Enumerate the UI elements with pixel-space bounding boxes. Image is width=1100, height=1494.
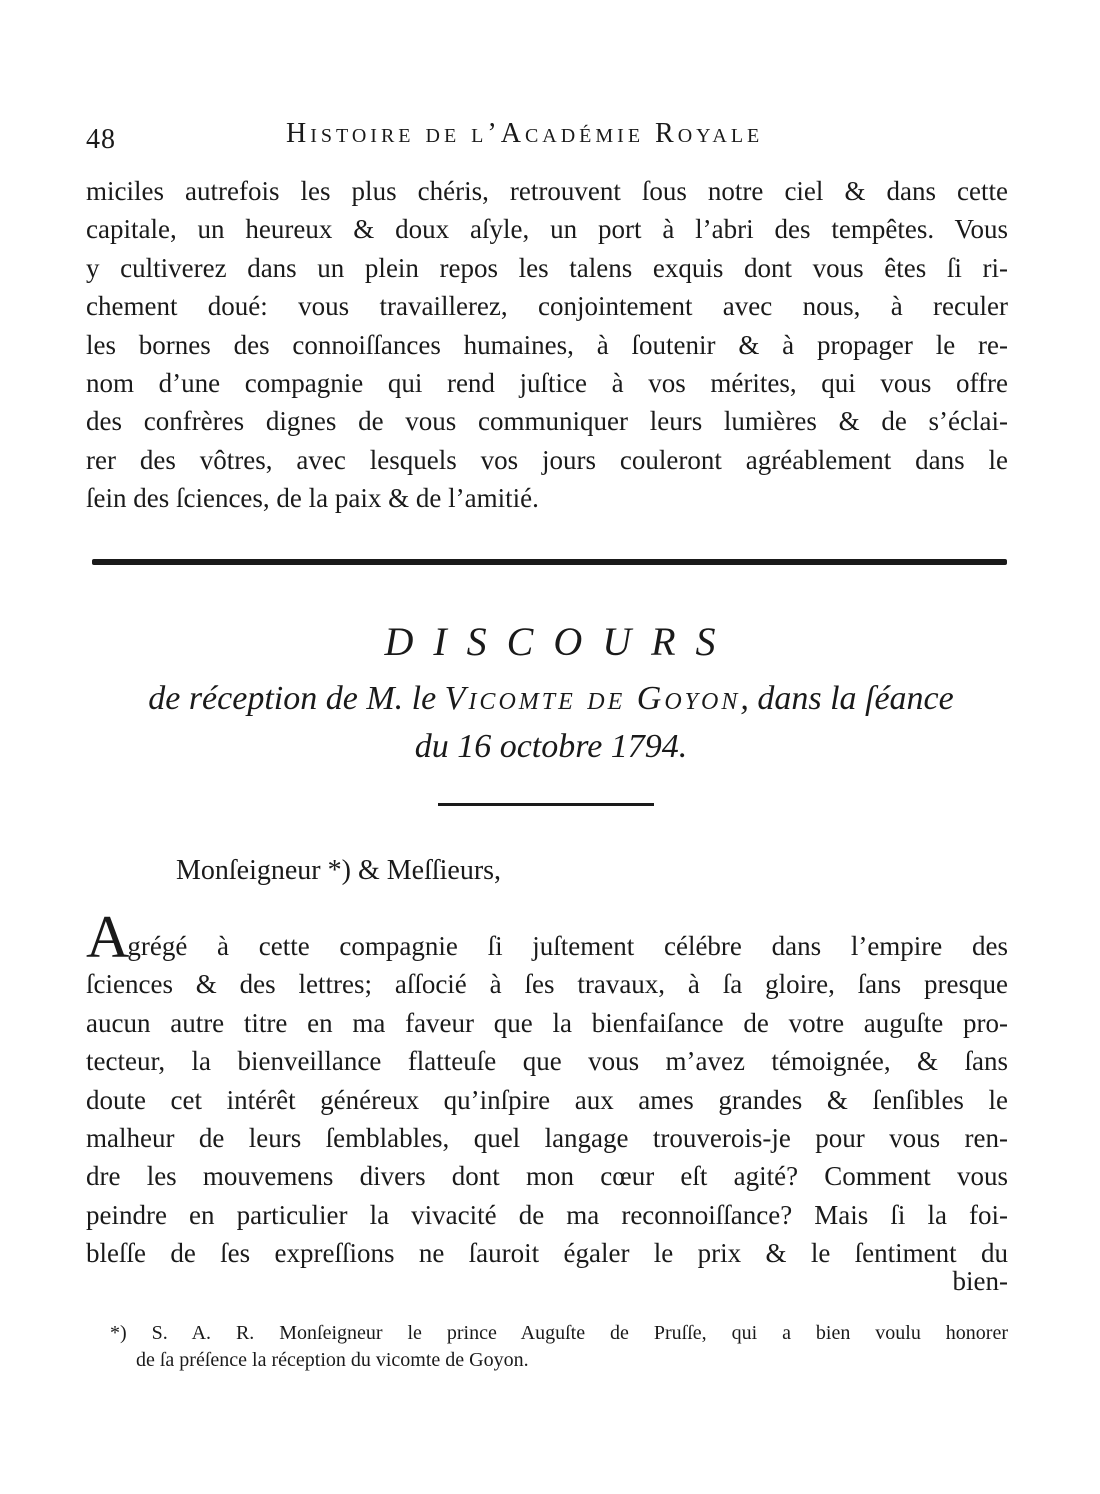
- running-head: [86, 118, 1006, 158]
- section-divider: [92, 559, 1007, 565]
- section-title: DISCOURS: [384, 619, 736, 664]
- text-line: peindre en particulier la vivacité de ma reconnoiſſance? Mais ſi la foi-: [86, 1199, 1008, 1230]
- section-subtitle-date: du 16 octobre 1794.: [414, 728, 688, 765]
- text-line: chement doué: vous travaillerez, conjointement avec nous, à reculer: [86, 291, 1008, 322]
- text-line: aucun autre titre en ma faveur que la bienfaiſance de votre auguſte pro-: [86, 1007, 1008, 1038]
- catchword: bien-: [952, 1266, 1008, 1296]
- text-line: ſciences & des lettres; aſſocié à ſes travaux, à ſa gloire, ſans presque: [86, 969, 1008, 1000]
- text-line: ſein des ſciences, de la paix & de l’amitié.: [86, 483, 539, 514]
- text-line: dre les mouvemens divers dont mon cœur eſt agité? Comment vous: [86, 1161, 1008, 1192]
- discourse-text: [86, 904, 1008, 1273]
- text-line: des confrères dignes de vous communiquer leurs lumières & de s’éclai-: [86, 406, 1008, 437]
- text-line: doute cet intérêt généreux qu’inſpire aux ames grandes & ſenſibles le: [86, 1084, 1008, 1115]
- drop-cap: A: [86, 904, 130, 970]
- text-line: les bornes des connoiſſances humaines, à ſoutenir & à propager le re-: [86, 329, 1008, 360]
- running-head-title: Histoire de l’Académie Royale: [286, 118, 764, 149]
- text-line: y cultiverez dans un plein repos les talens exquis dont vous êtes ſi ri-: [86, 252, 1008, 283]
- footnote-line: de ſa préſence la réception du vicomte de Goyon.: [136, 1349, 529, 1371]
- subtitle-name: Vicomte de Goyon: [444, 680, 741, 717]
- text-line: capitale, un heureux & doux aſyle, un port à l’abri des tempêtes. Vous: [86, 214, 1008, 245]
- first-line-text: grégé à cette compagnie ſi juſtement célébre dans l’empire des: [127, 931, 1008, 961]
- subtitle-text-after: , dans la ſéance: [740, 680, 954, 717]
- short-divider: [438, 803, 654, 806]
- text-line: [86, 904, 1008, 970]
- text-line: bleſſe de ſes expreſſions ne ſauroit égaler le prix & le ſentiment du: [86, 1238, 1008, 1269]
- footnote-line: *) S. A. R. Monſeigneur le prince Auguſte de Pruſſe, qui a bien voulu honorer: [110, 1322, 1008, 1344]
- page-number: 48: [86, 124, 116, 155]
- subtitle-text-before: de réception de M. le: [148, 680, 437, 717]
- salutation: Monſeigneur *) & Meſſieurs,: [176, 855, 502, 886]
- footnote: [110, 1320, 1008, 1374]
- text-line: malheur de leurs ſemblables, quel langage trouverois-je pour vous ren-: [86, 1123, 1008, 1154]
- text-line: tecteur, la bienveillance flatteuſe que vous m’avez témoignée, & ſans: [86, 1046, 1008, 1077]
- section-subtitle: [86, 676, 1016, 722]
- text-line: miciles autrefois les plus chéris, retrouvent ſous notre ciel & dans cette: [86, 176, 1008, 206]
- text-line: nom d’une compagnie qui rend juſtice à vos mérites, qui vous offre: [86, 368, 1008, 399]
- text-line: rer des vôtres, avec lesquels vos jours couleront agréablement dans le: [86, 444, 1008, 475]
- previous-section-text: [86, 172, 1008, 518]
